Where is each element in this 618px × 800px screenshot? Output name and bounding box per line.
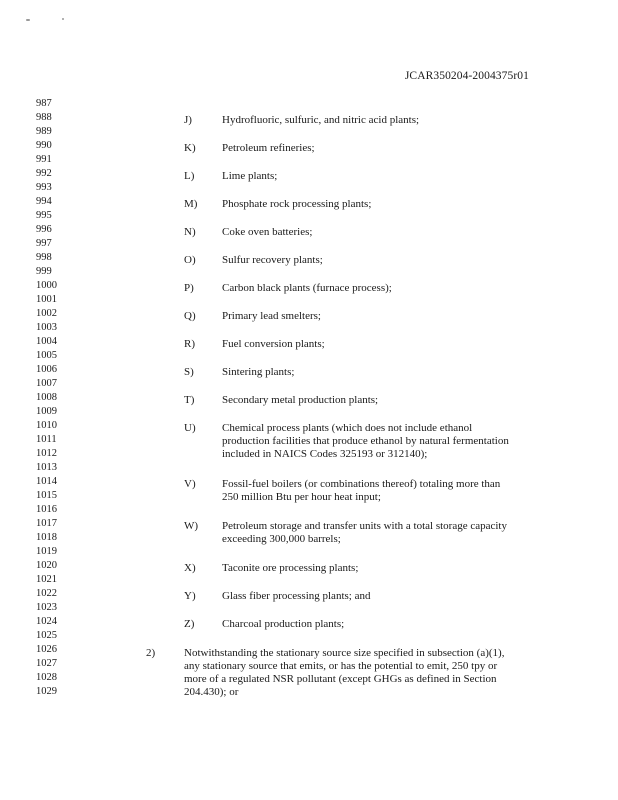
line-number: 1000 — [36, 280, 57, 291]
item-text — [222, 422, 562, 461]
line-number: 1018 — [36, 532, 57, 543]
item-text — [222, 590, 562, 603]
item-text — [222, 618, 562, 631]
line-number: 994 — [36, 196, 52, 207]
line-number: 1004 — [36, 336, 57, 347]
item-text-line: Primary lead smelters; — [222, 310, 321, 322]
item-text — [222, 226, 562, 239]
paragraph-text-line: any stationary source that emits, or has the potential to emit, 250 tpy or — [184, 660, 498, 672]
item-text — [222, 310, 562, 323]
line-number: 1016 — [36, 504, 57, 515]
item-text-line: Coke oven batteries; — [222, 226, 313, 238]
item-label: P) — [184, 282, 194, 294]
item-text-line: Charcoal production plants; — [222, 618, 345, 630]
item-text — [222, 478, 562, 504]
line-number: 1012 — [36, 448, 57, 459]
item-label: N) — [184, 226, 196, 238]
item-text-line: Taconite ore processing plants; — [222, 562, 359, 574]
line-number: 1009 — [36, 406, 57, 417]
item-label: K) — [184, 142, 196, 154]
line-number: 1027 — [36, 658, 57, 669]
item-label: T) — [184, 394, 195, 406]
item-label: M) — [184, 198, 198, 210]
item-text — [222, 170, 562, 183]
line-number: 1011 — [36, 434, 57, 445]
line-number: 1015 — [36, 490, 57, 501]
item-label: R) — [184, 338, 195, 350]
item-label: V) — [184, 478, 196, 490]
line-number: 1021 — [36, 574, 57, 585]
line-number: 1019 — [36, 546, 57, 557]
item-text-line: 250 million Btu per hour heat input; — [222, 491, 381, 503]
line-number: 1013 — [36, 462, 57, 473]
item-text — [222, 366, 562, 379]
paragraph-text — [184, 647, 554, 699]
line-number: 1022 — [36, 588, 57, 599]
line-number: 1007 — [36, 378, 57, 389]
line-number: 1026 — [36, 644, 57, 655]
item-text-line: Phosphate rock processing plants; — [222, 198, 372, 210]
item-label: Z) — [184, 618, 195, 630]
item-text — [222, 198, 562, 211]
line-number: 991 — [36, 154, 52, 165]
line-number: 1025 — [36, 630, 57, 641]
line-number: 993 — [36, 182, 52, 193]
item-text-line: Petroleum storage and transfer units with a total storage capacity — [222, 520, 507, 532]
line-number: 1001 — [36, 294, 57, 305]
item-label: J) — [184, 114, 192, 126]
item-text-line: Glass fiber processing plants; and — [222, 590, 371, 602]
item-text — [222, 338, 562, 351]
line-number: 998 — [36, 252, 52, 263]
item-text-line: Secondary metal production plants; — [222, 394, 379, 406]
item-text — [222, 114, 562, 127]
scan-mark — [26, 19, 30, 21]
line-number: 988 — [36, 112, 52, 123]
item-label: O) — [184, 254, 196, 266]
item-label: Q) — [184, 310, 196, 322]
line-number: 1008 — [36, 392, 57, 403]
paragraph-text-line: 204.430); or — [184, 686, 239, 698]
line-number: 1006 — [36, 364, 57, 375]
line-number: 1002 — [36, 308, 57, 319]
item-text-line: Chemical process plants (which does not include ethanol — [222, 422, 473, 434]
line-number: 992 — [36, 168, 52, 179]
line-number: 1023 — [36, 602, 57, 613]
line-number: 997 — [36, 238, 52, 249]
item-text-line: Carbon black plants (furnace process); — [222, 282, 392, 294]
item-text-line: Sintering plants; — [222, 366, 295, 378]
item-text-line: Fuel conversion plants; — [222, 338, 325, 350]
item-label: L) — [184, 170, 195, 182]
line-number: 1017 — [36, 518, 57, 529]
item-label: X) — [184, 562, 196, 574]
line-number: 996 — [36, 224, 52, 235]
item-text — [222, 254, 562, 267]
line-number: 1005 — [36, 350, 57, 361]
line-number: 1010 — [36, 420, 57, 431]
item-text-line: included in NAICS Codes 325193 or 312140); — [222, 448, 428, 460]
item-text — [222, 394, 562, 407]
item-label: W) — [184, 520, 199, 532]
line-number: 1003 — [36, 322, 57, 333]
item-text-line: Fossil-fuel boilers (or combinations thereof) totaling more than — [222, 478, 501, 490]
item-text — [222, 282, 562, 295]
item-text-line: exceeding 300,000 barrels; — [222, 533, 341, 545]
scan-mark — [62, 18, 64, 20]
line-number: 999 — [36, 266, 52, 277]
paragraph-text-line: more of a regulated NSR pollutant (except GHGs as defined in Section — [184, 673, 497, 685]
item-label: Y) — [184, 590, 196, 602]
line-number: 1020 — [36, 560, 57, 571]
document-id: JCAR350204-2004375r01 — [404, 70, 529, 82]
item-text — [222, 520, 562, 546]
item-text — [222, 142, 562, 155]
item-text — [222, 562, 562, 575]
item-text-line: Petroleum refineries; — [222, 142, 315, 154]
line-number: 989 — [36, 126, 52, 137]
line-number: 1024 — [36, 616, 57, 627]
item-text-line: production facilities that produce ethanol by natural fermentation — [222, 435, 509, 447]
paragraph-label: 2) — [146, 647, 156, 659]
line-number: 987 — [36, 98, 52, 109]
line-number: 1014 — [36, 476, 57, 487]
item-text-line: Hydrofluoric, sulfuric, and nitric acid plants; — [222, 114, 420, 126]
line-number: 1028 — [36, 672, 57, 683]
item-label: U) — [184, 422, 196, 434]
item-label: S) — [184, 366, 194, 378]
item-text-line: Lime plants; — [222, 170, 278, 182]
line-number: 1029 — [36, 686, 57, 697]
line-number: 995 — [36, 210, 52, 221]
paragraph-text-line: Notwithstanding the stationary source size specified in subsection (a)(1), — [184, 647, 505, 659]
line-number: 990 — [36, 140, 52, 151]
item-text-line: Sulfur recovery plants; — [222, 254, 323, 266]
